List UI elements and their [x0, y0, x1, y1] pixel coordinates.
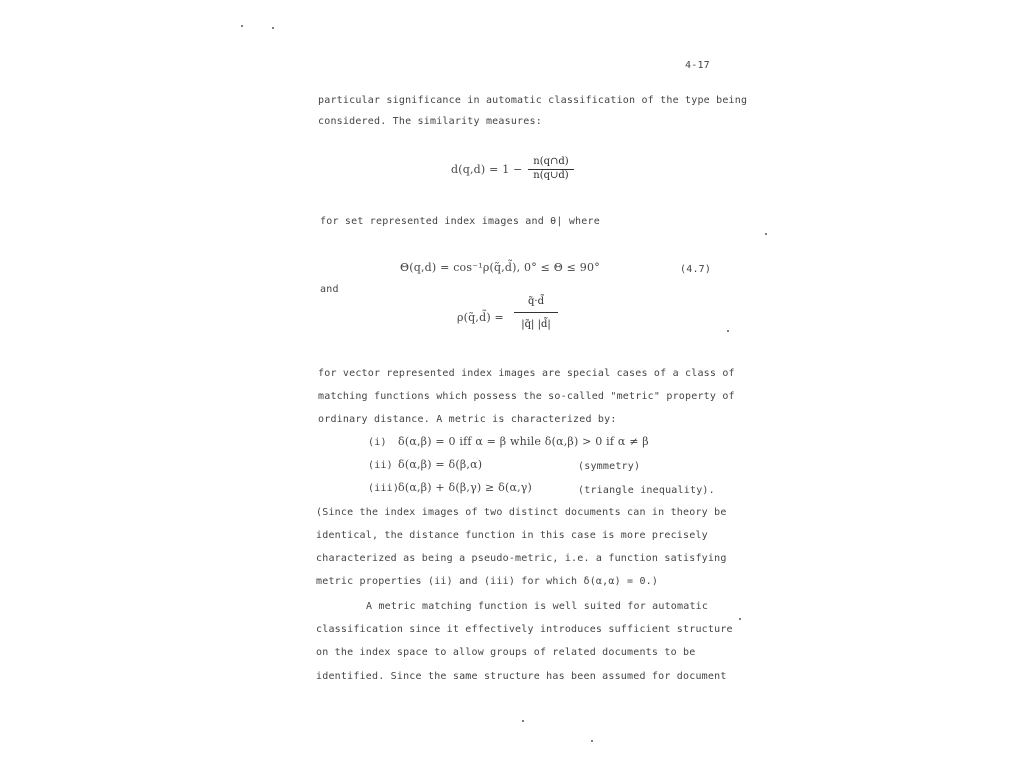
scan-speck: [272, 27, 274, 29]
property-expression: δ(α,β) = 0 iff α = β while δ(α,β) > 0 if α ≠ β: [398, 435, 649, 448]
equation-lhs: ρ(q̃,d̃) =: [457, 311, 504, 324]
scan-speck: [591, 740, 593, 742]
text-line: considered. The similarity measures:: [318, 116, 542, 127]
page-number: 4-17: [685, 60, 710, 71]
text-line: on the index space to allow groups of related documents to be: [316, 647, 696, 658]
text-line: (Since the index images of two distinct documents can in theory be: [316, 507, 727, 518]
equation-denominator: |q̃| |d̃|: [521, 319, 551, 330]
text-line: and: [320, 284, 339, 295]
text-line: identified. Since the same structure has been assumed for document: [316, 671, 727, 682]
text-line: metric properties (ii) and (iii) for which δ(α,α) = 0.): [316, 576, 659, 587]
scan-speck: [765, 233, 767, 235]
property-expression: δ(α,β) + δ(β,γ) ≥ δ(α,γ): [398, 481, 533, 494]
text-line: identical, the distance function in this case is more precisely: [316, 530, 708, 541]
equation-text: Θ(q,d) = cos⁻¹ρ(q̃,d̃), 0° ≤ Θ ≤ 90°: [400, 261, 600, 274]
equation-lhs: d(q,d) = 1 −: [451, 163, 523, 176]
scan-speck: [727, 330, 729, 332]
property-number: (ii): [368, 460, 393, 471]
text-line: characterized as being a pseudo-metric, i.e. a function satisfying: [316, 553, 727, 564]
property-number: (iii): [368, 483, 400, 494]
scan-speck: [739, 618, 741, 620]
property-number: (i): [368, 437, 387, 448]
text-line: for set represented index images and θ| where: [320, 216, 600, 227]
text-line: particular significance in automatic classification of the type being: [318, 95, 748, 106]
text-line: matching functions which possess the so-called "metric" property of: [318, 391, 735, 402]
scan-speck: [241, 25, 243, 27]
equation-denominator: n(q∪d): [533, 170, 569, 181]
property-expression: δ(α,β) = δ(β,α): [398, 458, 483, 471]
equation-numerator: q̃·d̃: [528, 296, 544, 307]
equation-tag: (4.7): [680, 264, 712, 275]
text-line: ordinary distance. A metric is characterized by:: [318, 414, 617, 425]
property-note: (triangle inequality).: [578, 485, 715, 496]
equation-numerator: n(q∩d): [533, 156, 569, 167]
text-line: classification since it effectively introduces sufficient structure: [316, 624, 733, 635]
property-note: (symmetry): [578, 461, 641, 472]
text-line: for vector represented index images are special cases of a class of: [318, 368, 735, 379]
scan-speck: [522, 720, 524, 722]
text-line: A metric matching function is well suited for automatic: [366, 601, 709, 612]
fraction-bar: [514, 312, 558, 313]
